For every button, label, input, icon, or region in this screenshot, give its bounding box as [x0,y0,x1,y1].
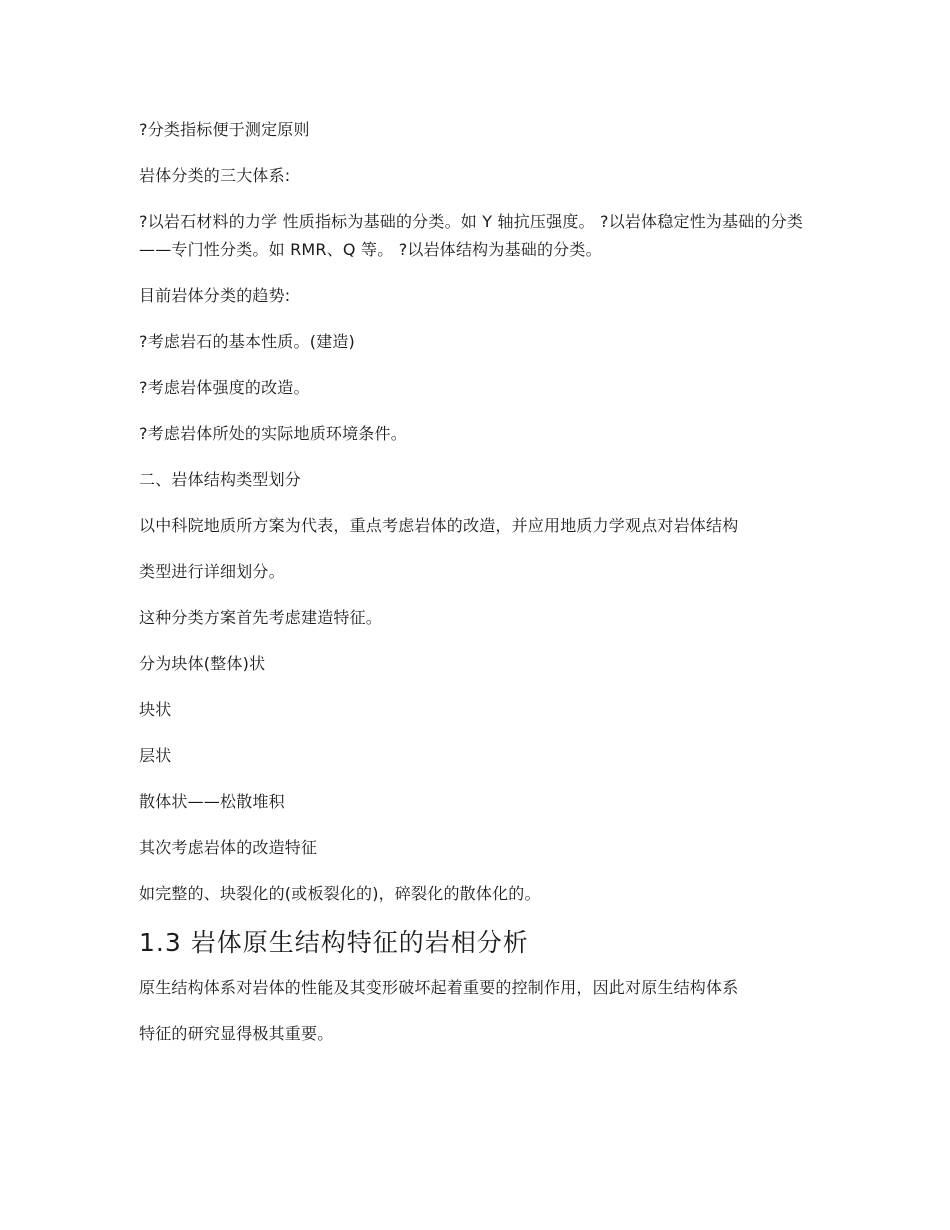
paragraph-systems-detail: ?以岩石材料的力学 性质指标为基础的分类。如 Y 轴抗压强度。 ?以岩体稳定性为基础的分类——专门性分类。如 RMR、Q 等。 ?以岩体结构为基础的分类。 [139,212,804,259]
document-body [139,116,809,1066]
paragraph-loose: 散体状——松散堆积 [139,792,285,811]
paragraph-block: 块状 [139,700,172,719]
paragraph-cas-scheme: 以中科院地质所方案为代表，重点考虑岩体的改造，并应用地质力学观点对岩体结构 [139,516,739,535]
paragraph-block-whole: 分为块体(整体)状 [139,654,266,673]
paragraph-trend-1: ?考虑岩石的基本性质。(建造) [139,332,355,351]
paragraph-trend: 目前岩体分类的趋势: [139,286,291,305]
paragraph-primary-structure-cont: 特征的研究显得极其重要。 [139,1024,334,1043]
paragraph-layered: 层状 [139,746,172,765]
paragraph-primary-structure: 原生结构体系对岩体的性能及其变形破坏起着重要的控制作用，因此对原生结构体系 [139,978,739,997]
subheading-structure-types: 二、岩体结构类型划分 [139,470,302,489]
paragraph-cas-scheme-cont: 类型进行详细划分。 [139,562,285,581]
paragraph-reform: 其次考虑岩体的改造特征 [139,838,318,857]
paragraph-trend-2: ?考虑岩体强度的改造。 [139,378,310,397]
section-heading: 1.3 岩体原生结构特征的岩相分析 [139,928,529,957]
paragraph-construction: 这种分类方案首先考虑建造特征。 [139,608,383,627]
paragraph-reform-types: 如完整的、块裂化的(或板裂化的)，碎裂化的散体化的。 [139,884,541,903]
paragraph-three-systems: 岩体分类的三大体系: [139,166,291,185]
paragraph-principle: ?分类指标便于测定原则 [139,120,310,139]
paragraph-trend-3: ?考虑岩体所处的实际地质环境条件。 [139,424,407,443]
